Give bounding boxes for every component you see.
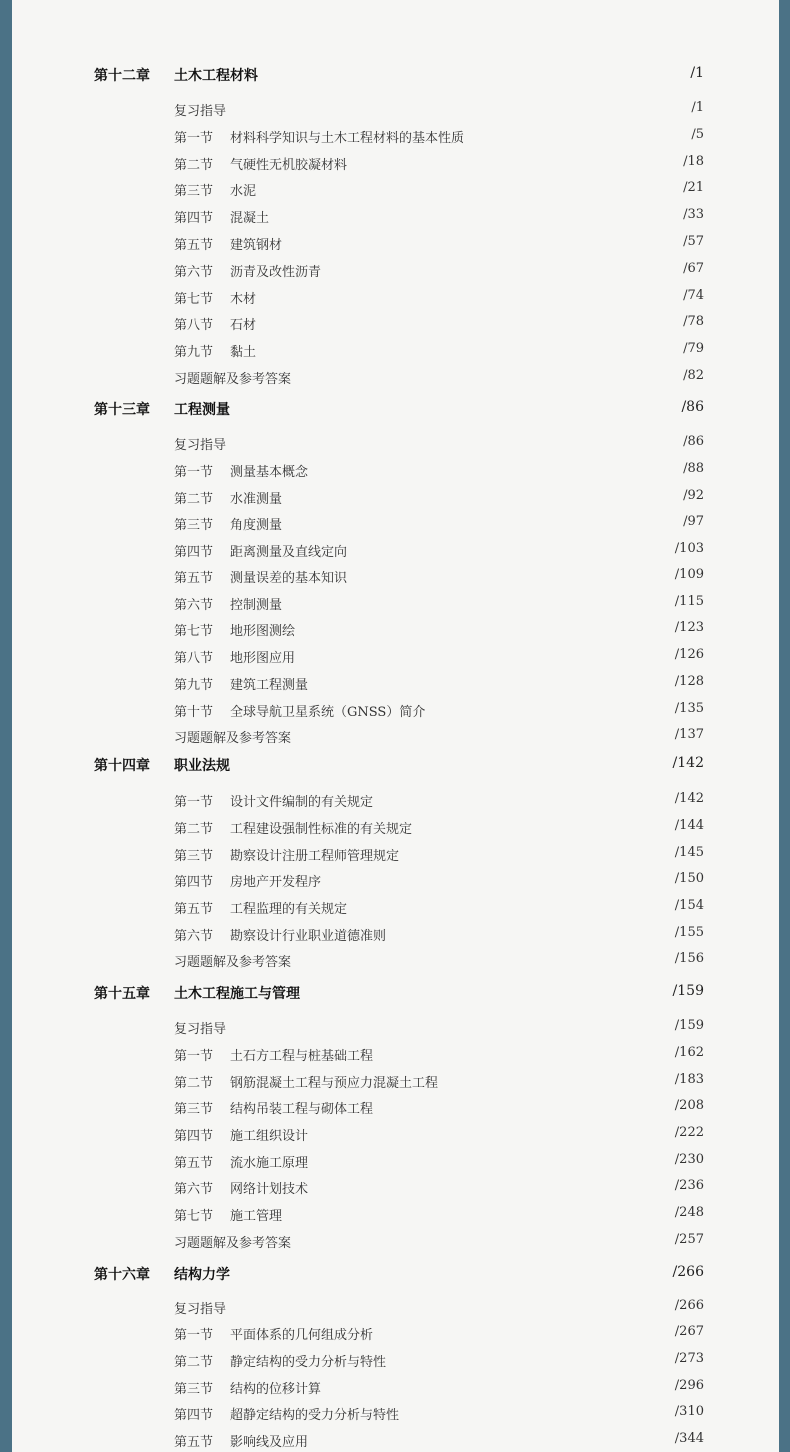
section-page: /145 [674, 845, 704, 860]
section-title: 静定结构的受力分析与特性 [230, 1355, 387, 1370]
chapter-number: 第十四章 [94, 758, 150, 774]
section-number: 第六节 [174, 598, 214, 613]
section-title: 复习指导 [174, 1022, 227, 1037]
section-title: 气硬性无机胶凝材料 [230, 158, 348, 173]
section-page: /155 [674, 925, 704, 940]
section-number: 第五节 [174, 238, 214, 253]
section-page: /156 [674, 951, 704, 966]
section-number: 第二节 [174, 1076, 214, 1091]
section-row[interactable] [12, 644, 779, 668]
chapter-page: /159 [672, 983, 704, 999]
chapter-title: 土木工程施工与管理 [174, 986, 300, 1002]
section-row[interactable] [12, 485, 779, 509]
section-page: /5 [691, 127, 704, 142]
section-page: /310 [674, 1404, 704, 1419]
section-page: /208 [674, 1098, 704, 1113]
section-title: 土石方工程与桩基础工程 [230, 1049, 374, 1064]
section-title: 地形图应用 [230, 651, 296, 666]
section-page: /162 [674, 1045, 704, 1060]
section-number: 第五节 [174, 1156, 214, 1171]
section-title: 房地产开发程序 [230, 875, 322, 890]
section-number: 第四节 [174, 545, 214, 560]
section-page: /137 [674, 727, 704, 742]
section-row[interactable] [12, 1375, 779, 1399]
section-row[interactable] [12, 97, 779, 121]
section-number: 第五节 [174, 902, 214, 917]
section-page: /344 [674, 1431, 704, 1446]
section-page: /123 [674, 620, 704, 635]
section-page: /150 [674, 871, 704, 886]
section-title: 施工管理 [230, 1209, 283, 1224]
section-page: /115 [674, 594, 704, 609]
section-number: 第六节 [174, 929, 214, 944]
section-row[interactable] [12, 698, 779, 722]
toc-page [12, 0, 779, 1452]
section-row[interactable] [12, 564, 779, 588]
section-row[interactable] [12, 1229, 779, 1253]
section-row[interactable] [12, 1175, 779, 1199]
section-title: 习题题解及参考答案 [174, 731, 292, 746]
section-row[interactable] [12, 1015, 779, 1039]
section-row[interactable] [12, 591, 779, 615]
section-number: 第二节 [174, 1355, 214, 1370]
section-row[interactable] [12, 922, 779, 946]
section-page: /79 [683, 341, 704, 356]
section-title: 建筑钢材 [230, 238, 283, 253]
section-page: /33 [683, 207, 704, 222]
section-page: /1 [691, 100, 704, 115]
section-title: 沥青及改性沥青 [230, 265, 322, 280]
chapter-number: 第十三章 [94, 402, 150, 418]
section-number: 第八节 [174, 318, 214, 333]
chapter-page: /86 [681, 399, 704, 415]
section-row[interactable] [12, 1095, 779, 1119]
section-number: 第二节 [174, 822, 214, 837]
section-page: /103 [674, 541, 704, 556]
section-row[interactable] [12, 1149, 779, 1173]
section-number: 第三节 [174, 849, 214, 864]
section-title: 地形图测绘 [230, 624, 296, 639]
section-row[interactable] [12, 204, 779, 228]
section-title: 平面体系的几何组成分析 [230, 1328, 374, 1343]
section-number: 第七节 [174, 624, 214, 639]
section-number: 第四节 [174, 875, 214, 890]
section-page: /159 [674, 1018, 704, 1033]
section-page: /154 [674, 898, 704, 913]
section-number: 第二节 [174, 492, 214, 507]
chapter-row[interactable] [12, 753, 779, 777]
section-row[interactable] [12, 177, 779, 201]
section-number: 第十节 [174, 705, 214, 720]
chapter-title: 工程测量 [174, 402, 230, 418]
chapter-page: /1 [690, 65, 704, 81]
section-row[interactable] [12, 1042, 779, 1066]
section-row[interactable] [12, 788, 779, 812]
chapter-row[interactable] [12, 1262, 779, 1286]
section-page: /144 [674, 818, 704, 833]
section-title: 结构的位移计算 [230, 1382, 322, 1397]
section-row[interactable] [12, 617, 779, 641]
section-row[interactable] [12, 1202, 779, 1226]
section-number: 第七节 [174, 1209, 214, 1224]
section-number: 第九节 [174, 678, 214, 693]
section-page: /230 [674, 1152, 704, 1167]
section-title: 控制测量 [230, 598, 283, 613]
section-row[interactable] [12, 285, 779, 309]
section-title: 水准测量 [230, 492, 283, 507]
section-page: /97 [683, 514, 704, 529]
section-title: 习题题解及参考答案 [174, 1236, 292, 1251]
section-page: /109 [674, 567, 704, 582]
section-title: 工程建设强制性标准的有关规定 [230, 822, 413, 837]
section-title: 工程监理的有关规定 [230, 902, 348, 917]
section-number: 第七节 [174, 292, 214, 307]
section-page: /92 [683, 488, 704, 503]
section-number: 第四节 [174, 1129, 214, 1144]
section-row[interactable] [12, 1401, 779, 1425]
section-number: 第九节 [174, 345, 214, 360]
section-page: /135 [674, 701, 704, 716]
section-title: 水泥 [230, 184, 257, 199]
section-title: 超静定结构的受力分析与特性 [230, 1408, 400, 1423]
section-number: 第三节 [174, 518, 214, 533]
chapter-number: 第十五章 [94, 986, 150, 1002]
section-page: /222 [674, 1125, 704, 1140]
section-row[interactable] [12, 671, 779, 695]
section-row[interactable] [12, 151, 779, 175]
section-row[interactable] [12, 124, 779, 148]
section-row[interactable] [12, 724, 779, 748]
section-number: 第三节 [174, 1382, 214, 1397]
section-row[interactable] [12, 258, 779, 282]
section-row[interactable] [12, 458, 779, 482]
section-title: 网络计划技术 [230, 1182, 309, 1197]
section-row[interactable] [12, 231, 779, 255]
section-row[interactable] [12, 948, 779, 972]
section-title: 结构吊装工程与砌体工程 [230, 1102, 374, 1117]
section-page: /266 [674, 1298, 704, 1313]
section-title: 混凝土 [230, 211, 270, 226]
section-title: 复习指导 [174, 104, 227, 119]
section-page: /126 [674, 647, 704, 662]
section-page: /78 [683, 314, 704, 329]
section-number: 第五节 [174, 1435, 214, 1450]
section-number: 第二节 [174, 158, 214, 173]
section-title: 木材 [230, 292, 257, 307]
section-title: 勘察设计注册工程师管理规定 [230, 849, 400, 864]
section-number: 第五节 [174, 571, 214, 586]
section-row[interactable] [12, 1348, 779, 1372]
section-number: 第四节 [174, 211, 214, 226]
section-page: /74 [683, 288, 704, 303]
section-number: 第三节 [174, 1102, 214, 1117]
section-title: 勘察设计行业职业道德准则 [230, 929, 387, 944]
section-title: 流水施工原理 [230, 1156, 309, 1171]
section-row[interactable] [12, 365, 779, 389]
chapter-title: 土木工程材料 [174, 68, 258, 84]
section-row[interactable] [12, 895, 779, 919]
section-title: 黏土 [230, 345, 257, 360]
section-row[interactable] [12, 311, 779, 335]
section-page: /248 [674, 1205, 704, 1220]
section-page: /88 [683, 461, 704, 476]
section-page: /142 [674, 791, 704, 806]
section-page: /257 [674, 1232, 704, 1247]
section-page: /18 [683, 154, 704, 169]
section-number: 第一节 [174, 795, 214, 810]
section-page: /86 [683, 434, 704, 449]
section-title: 测量基本概念 [230, 465, 309, 480]
section-title: 复习指导 [174, 438, 227, 453]
section-title: 钢筋混凝土工程与预应力混凝土工程 [230, 1076, 439, 1091]
section-row[interactable] [12, 1295, 779, 1319]
chapter-number: 第十六章 [94, 1267, 150, 1283]
section-page: /296 [674, 1378, 704, 1393]
section-number: 第一节 [174, 131, 214, 146]
section-row[interactable] [12, 815, 779, 839]
section-title: 施工组织设计 [230, 1129, 309, 1144]
section-row[interactable] [12, 1321, 779, 1345]
section-title: 角度测量 [230, 518, 283, 533]
section-row[interactable] [12, 338, 779, 362]
chapter-title: 结构力学 [174, 1267, 230, 1283]
section-number: 第六节 [174, 265, 214, 280]
section-title: 距离测量及直线定向 [230, 545, 348, 560]
chapter-row[interactable] [12, 397, 779, 421]
section-title: 习题题解及参考答案 [174, 955, 292, 970]
section-title: 建筑工程测量 [230, 678, 309, 693]
section-title: 影响线及应用 [230, 1435, 309, 1450]
section-row[interactable] [12, 538, 779, 562]
section-page: /57 [683, 234, 704, 249]
section-number: 第一节 [174, 1328, 214, 1343]
section-page: /67 [683, 261, 704, 276]
section-row[interactable] [12, 868, 779, 892]
section-title: 测量误差的基本知识 [230, 571, 348, 586]
chapter-row[interactable] [12, 981, 779, 1005]
section-page: /236 [674, 1178, 704, 1193]
section-title: 设计文件编制的有关规定 [230, 795, 374, 810]
section-row[interactable] [12, 842, 779, 866]
section-number: 第一节 [174, 1049, 214, 1064]
chapter-number: 第十二章 [94, 68, 150, 84]
section-page: /82 [683, 368, 704, 383]
section-row[interactable] [12, 431, 779, 455]
chapter-title: 职业法规 [174, 758, 230, 774]
section-number: 第四节 [174, 1408, 214, 1423]
section-title: 复习指导 [174, 1302, 227, 1317]
section-page: /128 [674, 674, 704, 689]
chapter-page: /142 [672, 755, 704, 771]
section-page: /21 [683, 180, 704, 195]
section-number: 第三节 [174, 184, 214, 199]
section-row[interactable] [12, 1069, 779, 1093]
section-row[interactable] [12, 511, 779, 535]
section-title: 全球导航卫星系统（GNSS）简介 [230, 705, 426, 720]
chapter-page: /266 [672, 1264, 704, 1280]
section-number: 第一节 [174, 465, 214, 480]
section-row[interactable] [12, 1428, 779, 1452]
section-number: 第六节 [174, 1182, 214, 1197]
section-title: 石材 [230, 318, 257, 333]
chapter-row[interactable] [12, 63, 779, 87]
section-page: /267 [674, 1324, 704, 1339]
section-number: 第八节 [174, 651, 214, 666]
section-title: 习题题解及参考答案 [174, 372, 292, 387]
section-page: /273 [674, 1351, 704, 1366]
section-page: /183 [674, 1072, 704, 1087]
section-title: 材料科学知识与土木工程材料的基本性质 [230, 131, 465, 146]
section-row[interactable] [12, 1122, 779, 1146]
